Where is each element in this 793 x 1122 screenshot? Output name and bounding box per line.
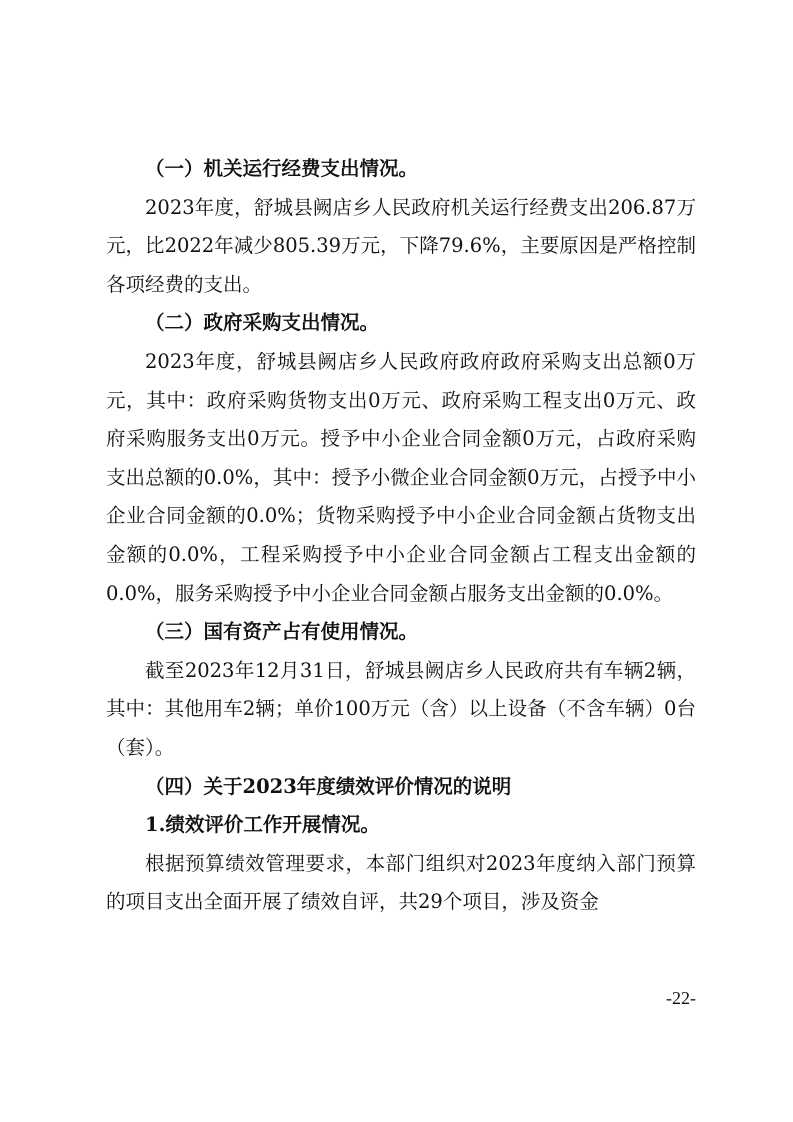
paragraph-government-procurement: 2023年度，舒城县阙店乡人民政府政府政府采购支出总额0万元，其中：政府采购货物支出0万元、政府采购工程支出0万元、政府采购服务支出0万元。授予中小企业合同金额0万元，占政府采购支出总额的0.0%，其中：授予小微企业合同金额0万元，占授予中小企业合同金额的0.0%；货物采购授予中小企业合同金额占货物支出金额的0.0%，工程采购授予中小企业合同金额占工程支出金额的0.0%，服务采购授予中小企业合同金额占服务支出金额的0.0%。 bbox=[106, 349, 696, 605]
paragraph-state-assets: 截至2023年12月31日，舒城县阙店乡人民政府共有车辆2辆，其中：其他用车2辆；单价100万元（含）以上设备（不含车辆）0台（套）。 bbox=[106, 658, 696, 759]
section-heading-1: （一）机关运行经费支出情况。 bbox=[145, 157, 419, 180]
page-number: -22- bbox=[666, 988, 696, 1008]
paragraph-operating-expenses: 2023年度，舒城县阙店乡人民政府机关运行经费支出206.87万元，比2022年减少805.39万元，下降79.6%，主要原因是严格控制各项经费的支出。 bbox=[106, 195, 696, 296]
section-heading-4: （四）关于2023年度绩效评价情况的说明 bbox=[145, 774, 512, 798]
document-body bbox=[106, 150, 696, 922]
paragraph-performance-evaluation: 根据预算绩效管理要求，本部门组织对2023年度纳入部门预算的项目支出全面开展了绩效自评，共29个项目，涉及资金 bbox=[106, 851, 696, 914]
section-heading-2: （二）政府采购支出情况。 bbox=[145, 311, 380, 335]
section-heading-3: （三）国有资产占有使用情况。 bbox=[145, 620, 419, 644]
subsection-heading-1: 1.绩效评价工作开展情况。 bbox=[145, 813, 380, 837]
